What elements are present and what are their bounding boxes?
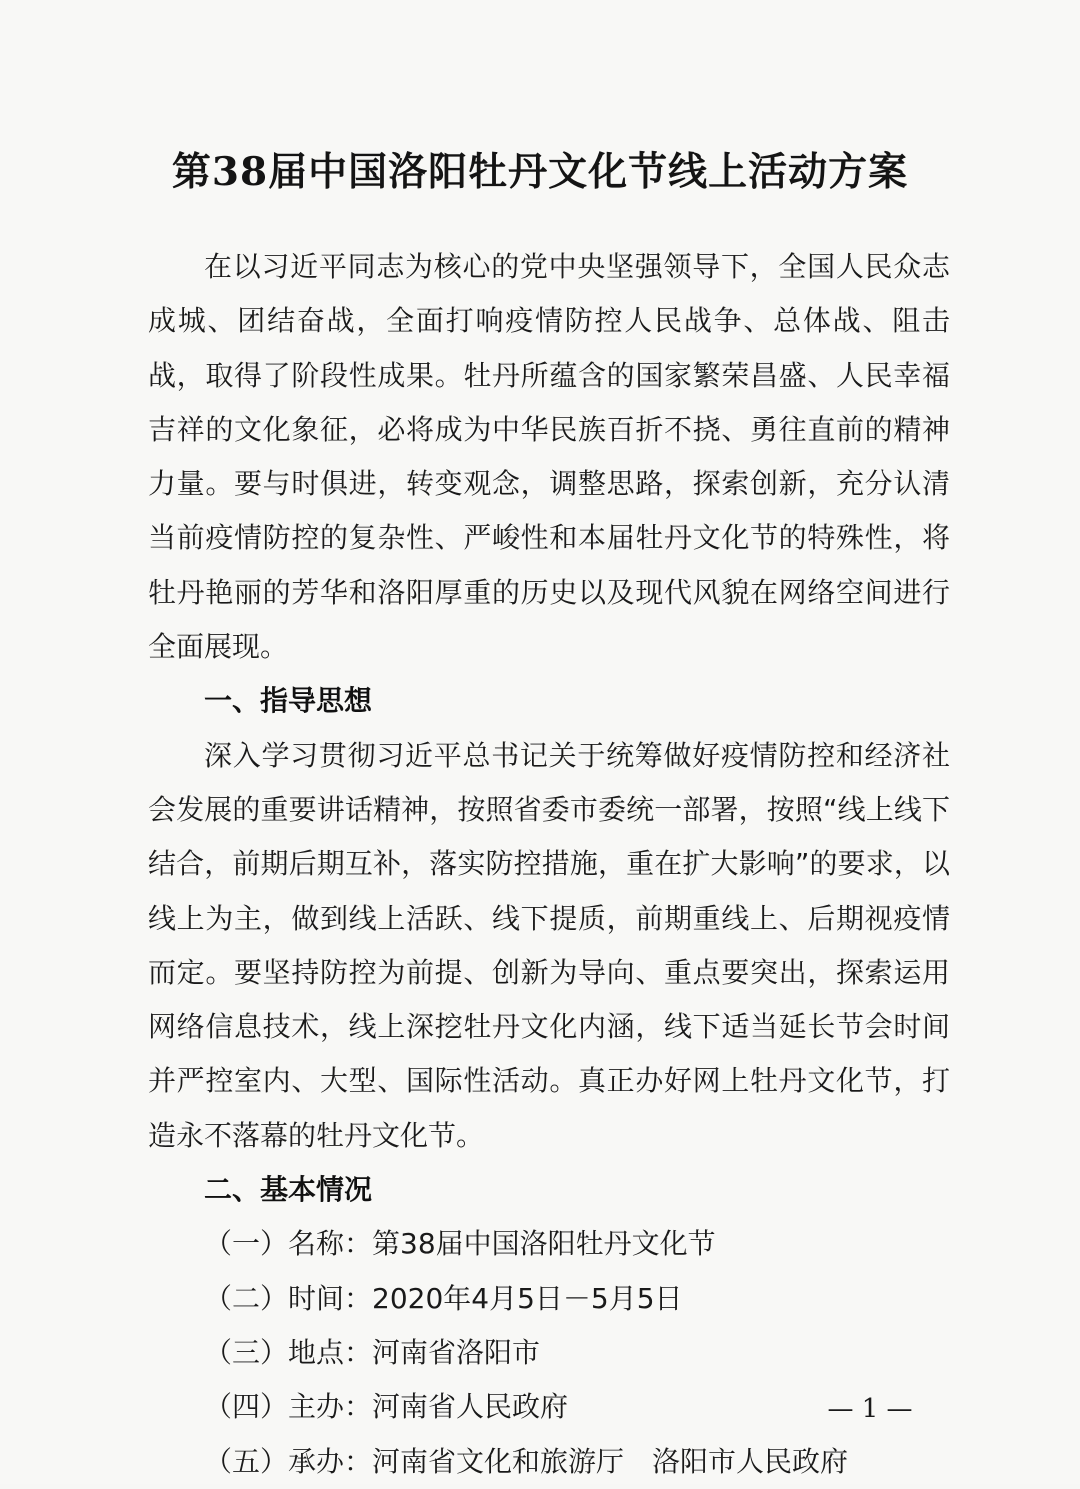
guiding-ideology-paragraph: 深入学习贯彻习近平总书记关于统筹做好疫情防控和经济社会发展的重要讲话精神，按照省委市委统一部署，按照“线上线下结合，前期后期互补，落实防控措施，重在扩大影响”的要求，以线上为主，做到线上活跃、线下提质，前期重线上、后期视疫情而定。要坚持防控为前提、创新为导向、重点要突出，探索运用网络信息技术，线上深挖牡丹文化内涵，线下适当延长节会时间并严控室内、大型、国际性活动。真正办好网上牡丹文化节，打造永不落幕的牡丹文化节。: [148, 738, 950, 1152]
section-heading-guiding-ideology: 一、指导思想: [204, 684, 373, 718]
document-title: 第38届中国洛阳牡丹文化节线上活动方案: [171, 149, 909, 195]
intro-paragraph: 在以习近平同志为核心的党中央坚强领导下，全国人民众志成城、团结奋战，全面打响疫情防控人民战争、总体战、阻击战，取得了阶段性成果。牡丹所蕴含的国家繁荣昌盛、人民幸福吉祥的文化象征，必将成为中华民族百折不挠、勇往直前的精神力量。要与时俱进，转变观念，调整思路，探索创新，充分认清当前疫情防控的复杂性、严峻性和本届牡丹文化节的特殊性，将牡丹艳丽的芳华和洛阳厚重的历史以及现代风貌在网络空间进行全面展现。: [148, 250, 950, 664]
section-heading-basic-info: 二、基本情况: [204, 1173, 373, 1207]
info-item-location: （三）地点：河南省洛阳市: [204, 1335, 541, 1369]
info-item-organizer: （五）承办：河南省文化和旅游厅 洛阳市人民政府: [204, 1444, 849, 1478]
document-body: [148, 240, 950, 1489]
info-item-host: （四）主办：河南省人民政府: [204, 1390, 569, 1424]
page-number: — 1 —: [827, 1394, 913, 1424]
info-item-time: （二）时间：2020年4月5日－5月5日: [204, 1281, 683, 1315]
info-item-name: （一）名称：第38届中国洛阳牡丹文化节: [204, 1227, 716, 1261]
